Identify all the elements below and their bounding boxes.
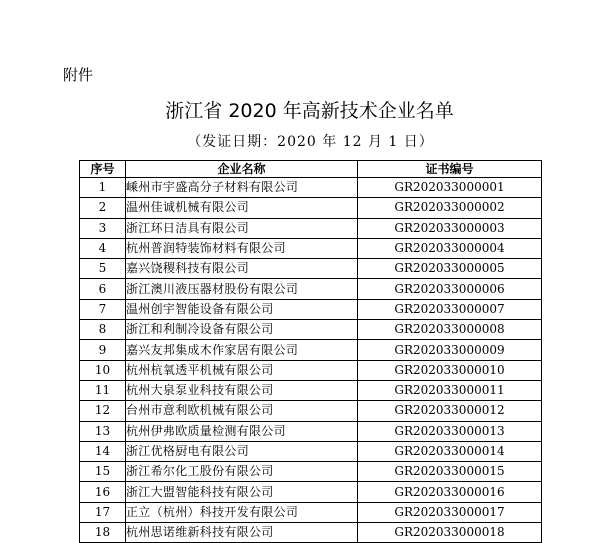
cell-serial-number: 11 bbox=[80, 380, 126, 400]
header-enterprise-name: 企业名称 bbox=[126, 161, 358, 178]
cell-certificate-number: GR202033000011 bbox=[358, 380, 542, 400]
cell-serial-number: 5 bbox=[80, 259, 126, 279]
cell-enterprise-name: 台州市意利欧机械有限公司 bbox=[126, 401, 358, 421]
cell-certificate-number: GR202033000013 bbox=[358, 421, 542, 441]
cell-serial-number: 18 bbox=[80, 523, 126, 543]
table-header-row bbox=[80, 161, 542, 178]
cell-enterprise-name: 正立（杭州）科技开发有限公司 bbox=[126, 502, 358, 522]
cell-certificate-number: GR202033000017 bbox=[358, 502, 542, 522]
cell-serial-number: 17 bbox=[80, 502, 126, 522]
cell-enterprise-name: 浙江环日洁具有限公司 bbox=[126, 218, 358, 238]
table-row bbox=[80, 401, 542, 421]
cell-certificate-number: GR202033000015 bbox=[358, 462, 542, 482]
cell-enterprise-name: 嘉兴友邦集成木作家居有限公司 bbox=[126, 340, 358, 360]
cell-certificate-number: GR202033000003 bbox=[358, 218, 542, 238]
cell-serial-number: 15 bbox=[80, 462, 126, 482]
cell-serial-number: 9 bbox=[80, 340, 126, 360]
table-row bbox=[80, 218, 542, 238]
cell-serial-number: 12 bbox=[80, 401, 126, 421]
cell-serial-number: 2 bbox=[80, 198, 126, 218]
cell-enterprise-name: 浙江澳川液压器材股份有限公司 bbox=[126, 279, 358, 299]
cell-enterprise-name: 杭州大泉泵业科技有限公司 bbox=[126, 380, 358, 400]
document-title: 浙江省 2020 年高新技术企业名单 bbox=[165, 100, 454, 122]
cell-enterprise-name: 嵊州市宇盛高分子材料有限公司 bbox=[126, 178, 358, 198]
cell-certificate-number: GR202033000009 bbox=[358, 340, 542, 360]
table-row bbox=[80, 279, 542, 299]
cell-certificate-number: GR202033000010 bbox=[358, 360, 542, 380]
cell-enterprise-name: 温州创宇智能设备有限公司 bbox=[126, 299, 358, 319]
table-row bbox=[80, 441, 542, 461]
table-row bbox=[80, 259, 542, 279]
cell-enterprise-name: 浙江大盟智能科技有限公司 bbox=[126, 482, 358, 502]
cell-serial-number: 4 bbox=[80, 238, 126, 258]
cell-enterprise-name: 浙江和利制冷设备有限公司 bbox=[126, 320, 358, 340]
attachment-label: 附件 bbox=[63, 66, 94, 84]
cell-certificate-number: GR202033000012 bbox=[358, 401, 542, 421]
cell-certificate-number: GR202033000006 bbox=[358, 279, 542, 299]
cell-certificate-number: GR202033000014 bbox=[358, 441, 542, 461]
table-row bbox=[80, 238, 542, 258]
table-row bbox=[80, 360, 542, 380]
table-row bbox=[80, 299, 542, 319]
cell-certificate-number: GR202033000018 bbox=[358, 523, 542, 543]
cell-certificate-number: GR202033000002 bbox=[358, 198, 542, 218]
cell-certificate-number: GR202033000005 bbox=[358, 259, 542, 279]
cell-serial-number: 14 bbox=[80, 441, 126, 461]
table-row bbox=[80, 178, 542, 198]
cell-serial-number: 7 bbox=[80, 299, 126, 319]
cell-enterprise-name: 温州佳诚机械有限公司 bbox=[126, 198, 358, 218]
cell-certificate-number: GR202033000001 bbox=[358, 178, 542, 198]
cell-enterprise-name: 杭州杭氧透平机械有限公司 bbox=[126, 360, 358, 380]
cell-enterprise-name: 杭州普润特装饰材料有限公司 bbox=[126, 238, 358, 258]
table-row bbox=[80, 523, 542, 543]
table-row bbox=[80, 380, 542, 400]
cell-enterprise-name: 嘉兴饶稷科技有限公司 bbox=[126, 259, 358, 279]
enterprise-table bbox=[79, 160, 542, 543]
cell-serial-number: 16 bbox=[80, 482, 126, 502]
header-serial-number: 序号 bbox=[80, 161, 126, 178]
cell-serial-number: 6 bbox=[80, 279, 126, 299]
table-row bbox=[80, 320, 542, 340]
cell-certificate-number: GR202033000016 bbox=[358, 482, 542, 502]
table-row bbox=[80, 198, 542, 218]
cell-serial-number: 3 bbox=[80, 218, 126, 238]
cell-enterprise-name: 杭州伊弗欧质量检测有限公司 bbox=[126, 421, 358, 441]
cell-serial-number: 8 bbox=[80, 320, 126, 340]
cell-serial-number: 13 bbox=[80, 421, 126, 441]
cell-enterprise-name: 浙江希尔化工股份有限公司 bbox=[126, 462, 358, 482]
cell-serial-number: 1 bbox=[80, 178, 126, 198]
issue-date: （发证日期：2020 年 12 月 1 日） bbox=[187, 134, 434, 150]
table-row bbox=[80, 482, 542, 502]
cell-certificate-number: GR202033000008 bbox=[358, 320, 542, 340]
table-row bbox=[80, 340, 542, 360]
header-certificate-number: 证书编号 bbox=[358, 161, 542, 178]
table-row bbox=[80, 462, 542, 482]
cell-serial-number: 10 bbox=[80, 360, 126, 380]
cell-certificate-number: GR202033000004 bbox=[358, 238, 542, 258]
cell-enterprise-name: 杭州思诺维新科技有限公司 bbox=[126, 523, 358, 543]
table-row bbox=[80, 502, 542, 522]
cell-enterprise-name: 浙江优格厨电有限公司 bbox=[126, 441, 358, 461]
cell-certificate-number: GR202033000007 bbox=[358, 299, 542, 319]
table-row bbox=[80, 421, 542, 441]
